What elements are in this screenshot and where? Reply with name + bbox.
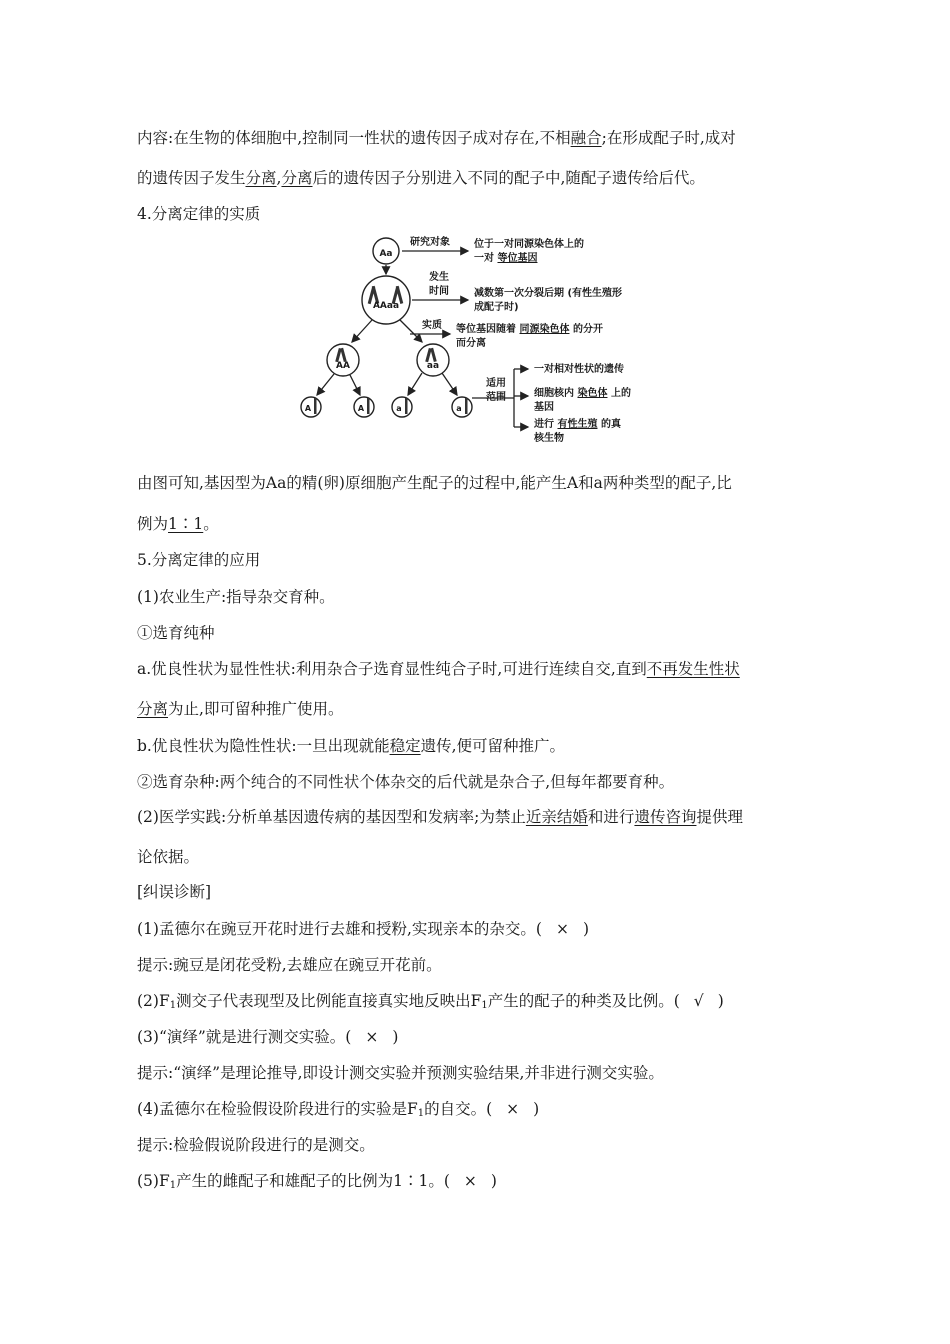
diagnosis-title: [纠误诊断]	[137, 883, 212, 901]
answer-blank: 分离	[281, 169, 313, 187]
answer-blank: 遗传咨询	[634, 808, 697, 826]
essence-line-1: 等位基因随着 同源染色体 的分开	[456, 324, 603, 335]
subscript: 1	[481, 1000, 488, 1011]
label-research-object: 研究对象	[410, 237, 450, 248]
text: ;在形成配子时,成对	[601, 129, 736, 147]
object-line-1: 位于一对同源染色体上的	[474, 239, 584, 250]
agri-heading: (1)农业生产:指导杂交育种。	[137, 588, 335, 606]
gamete-cell-4	[452, 397, 472, 417]
question-1	[137, 918, 589, 940]
text: 和进行	[587, 808, 635, 826]
question-5	[137, 1170, 497, 1192]
segregation-diagram	[300, 234, 660, 444]
text: 测交子代表现型及比例能直接真实地反映出F	[176, 992, 482, 1010]
text: 的遗传因子发生	[137, 169, 246, 187]
text: )	[533, 1100, 540, 1118]
text: (1)孟德尔在豌豆开花时进行去雄和授粉,实现亲本的杂交。(	[137, 920, 542, 938]
text: a.优良性状为显性性状:利用杂合子选育显性纯合子时,可进行连续自交,直到	[137, 660, 647, 678]
cross-mark: ×	[365, 1028, 379, 1046]
question-2	[137, 990, 724, 1012]
essence-line-2: 而分离	[456, 338, 486, 349]
daughter-2-label: aa	[426, 361, 440, 371]
text: )	[490, 1172, 497, 1190]
question-3	[137, 1026, 398, 1048]
text: 产生的配子的种类及比例。(	[487, 992, 680, 1010]
text: 。	[203, 515, 219, 533]
subscript: 1	[169, 1180, 177, 1191]
label-scope-1: 适用	[486, 378, 506, 389]
label-time-2: 时间	[429, 286, 449, 297]
answer-blank: 不再发生性状	[646, 660, 740, 678]
cross-mark: ×	[555, 920, 569, 938]
time-line-2: 成配子时)	[474, 302, 519, 313]
check-mark: √	[693, 992, 704, 1010]
cross-mark: ×	[506, 1100, 520, 1118]
medical-line-1	[137, 806, 743, 828]
text: (5)F	[137, 1172, 170, 1190]
text: )	[717, 992, 724, 1010]
question-4	[137, 1098, 539, 1120]
text: (4)孟德尔在检验假设阶段进行的实验是F	[137, 1100, 418, 1118]
text: 提供理	[696, 808, 743, 826]
medical-line-2: 论依据。	[137, 848, 200, 866]
section-5-title: 5.分离定律的应用	[137, 551, 261, 569]
content-line-2	[137, 167, 705, 189]
subscript: 1	[169, 1000, 177, 1011]
label-scope-2: 范围	[486, 392, 506, 403]
scope-item-2-line-1: 细胞核内 染色体 上的	[534, 388, 631, 399]
time-line-1: 减数第一次分裂后期 (有性生殖形	[474, 288, 623, 299]
section-4-title: 4.分离定律的实质	[137, 205, 261, 223]
daughter-1-label: AA	[336, 361, 350, 371]
object-line-2: 一对 等位基因	[474, 253, 538, 264]
scope-item-2-line-2: 基因	[534, 402, 554, 413]
label-essence: 实质	[422, 320, 442, 331]
ratio-line-1: 由图可知,基因型为Aa的精(卵)原细胞产生配子的过程中,能产生A和a两种类型的配子,比	[137, 474, 732, 492]
answer-blank: 近亲结婚	[525, 808, 588, 826]
text: 内容:在生物的体细胞中,控制同一性状的遗传因子成对存在,不相	[137, 129, 571, 147]
hint-1: 提示:豌豆是闭花受粉,去雄应在豌豆开花前。	[137, 956, 442, 974]
content-line-1	[137, 127, 736, 149]
text: 例为	[137, 515, 169, 533]
gamete-2-label: A	[357, 404, 365, 413]
answer-blank: 融合	[570, 129, 602, 147]
text: b.优良性状为隐性性状:一旦出现就能	[137, 737, 390, 755]
parent-cell-label: Aa	[379, 249, 393, 259]
recessive-line	[137, 735, 565, 757]
label-time-1: 发生	[429, 272, 449, 283]
meiocyte-label: AAaa	[372, 301, 400, 311]
scope-item-3-line-2: 核生物	[534, 433, 564, 444]
hybrid-line: ②选育杂种:两个纯合的不同性状个体杂交的后代就是杂合子,但每年都要育种。	[137, 773, 675, 791]
hint-4: 提示:检验假说阶段进行的是测交。	[137, 1136, 375, 1154]
cross-mark: ×	[463, 1172, 477, 1190]
dominant-line-2	[137, 698, 343, 720]
text: 为止,即可留种推广使用。	[168, 700, 344, 718]
hint-3: 提示:“演绎”是理论推导,即设计测交实验并预测实验结果,并非进行测交实验。	[137, 1064, 664, 1082]
text: (3)“演绎”就是进行测交实验。(	[137, 1028, 352, 1046]
subscript: 1	[417, 1108, 425, 1119]
pure-breed-heading: ①选育纯种	[137, 624, 215, 642]
ratio-line-2	[137, 513, 219, 535]
text: 遗传,便可留种推广。	[420, 737, 566, 755]
text: (2)医学实践:分析单基因遗传病的基因型和发病率;为禁止	[137, 808, 526, 826]
answer-blank: 分离	[245, 169, 277, 187]
text: 后的遗传因子分别进入不同的配子中,随配子遗传给后代。	[312, 169, 705, 187]
dominant-line-1	[137, 658, 740, 680]
text: 的自交。(	[424, 1100, 493, 1118]
gamete-4-label: a	[456, 404, 462, 413]
answer-blank: 1∶1	[168, 515, 204, 533]
text: 产生的雌配子和雄配子的比例为1∶1。(	[176, 1172, 450, 1190]
text: ,	[276, 169, 282, 187]
scope-item-1: 一对相对性状的遗传	[534, 364, 624, 375]
text: (2)F	[137, 992, 170, 1010]
answer-blank: 稳定	[389, 737, 421, 755]
text: )	[582, 920, 589, 938]
gamete-1-label: A	[304, 404, 312, 413]
answer-blank: 分离	[137, 700, 169, 718]
gamete-cell-3	[392, 397, 412, 417]
gamete-3-label: a	[396, 404, 402, 413]
text: )	[392, 1028, 399, 1046]
scope-item-3-line-1: 进行 有性生殖 的真	[534, 419, 621, 430]
